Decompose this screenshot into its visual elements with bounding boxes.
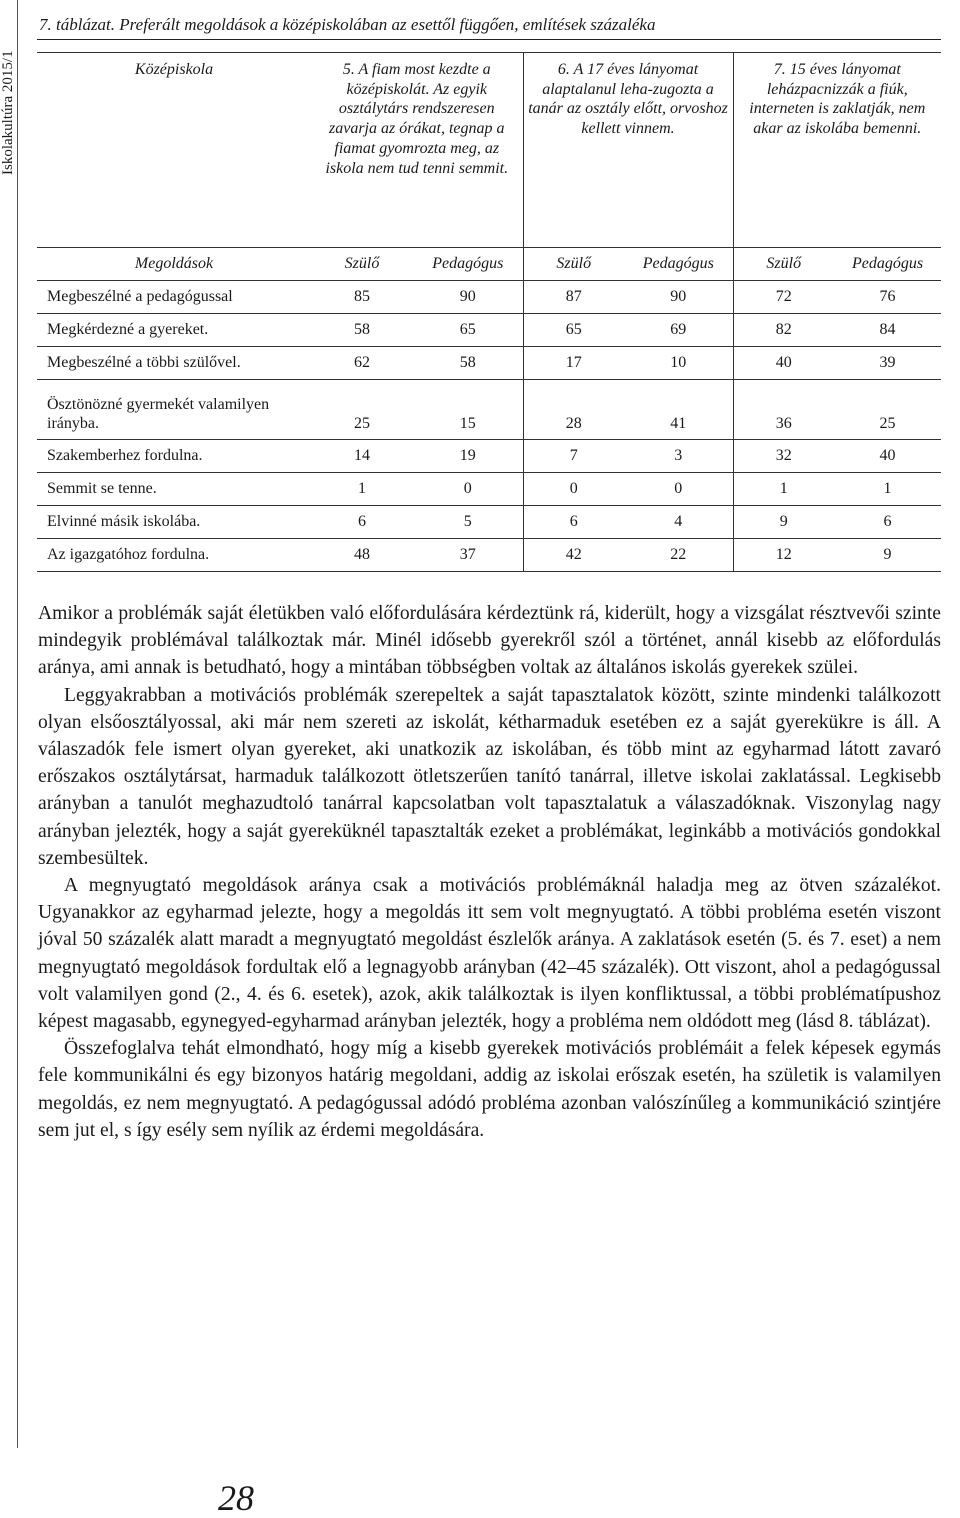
row-label: Megbeszélné a pedagógussal [37, 281, 311, 314]
row-value: 25 [834, 380, 941, 440]
row-value: 62 [311, 347, 413, 380]
row-value: 1 [311, 473, 413, 506]
column-header-row [37, 248, 941, 281]
table-title: 7. táblázat. Preferált megoldások a középiskolában az esettől függően, említések százaléka [39, 15, 656, 34]
row-value: 5 [413, 506, 523, 539]
col-parent-6: Szülő [523, 248, 624, 281]
table-row [37, 539, 941, 572]
row-value: 69 [624, 314, 733, 347]
col-teacher-6: Pedagógus [624, 248, 733, 281]
col-parent-5: Szülő [311, 248, 413, 281]
paragraph-1: Amikor a problémák saját életükben való előfordulására kérdeztünk rá, kiderült, hogy a vizsgálat résztvevői szinte mindegyik problémával találkoztak már. Minél idősebb gyerekről szól a történet, annál kisebb az előfordulás aránya, ami annak is betudható, hogy a mintában többségben voltak az általános iskolás gyerekek szülei. [38, 603, 941, 679]
row-value: 90 [413, 281, 523, 314]
row-value: 72 [733, 281, 834, 314]
row-value: 9 [733, 506, 834, 539]
row-value: 84 [834, 314, 941, 347]
row-label: Ösztönözné gyermekét valamilyen irányba. [37, 380, 311, 440]
row-value: 17 [523, 347, 624, 380]
side-margin-bar [0, 0, 18, 1448]
row-value: 42 [523, 539, 624, 572]
row-value: 3 [624, 440, 733, 473]
row-value: 82 [733, 314, 834, 347]
row-label: Elvinné másik iskolába. [37, 506, 311, 539]
table-row [37, 281, 941, 314]
row-value: 9 [834, 539, 941, 572]
row-label: Megbeszélné a többi szülővel. [37, 347, 311, 380]
title-rule [37, 39, 941, 40]
row-value: 0 [624, 473, 733, 506]
row-value: 7 [523, 440, 624, 473]
paragraph-4: Összefoglalva tehát elmondható, hogy míg a kisebb gyerekek motivációs problémáit a felek képesek egymás fele kommunikálni és egy bizonyos határig megoldani, addig az iskolai erőszak esetén, ha születik is valamilyen megoldás, ez nem megnyugtató. A pedagógussal adódó probléma azonban valószínűleg a kommunikáció szintjére sem jut el, s így esély sem nyílik az érdemi megoldására. [38, 1038, 941, 1141]
case-header-row [37, 53, 941, 248]
row-value: 37 [413, 539, 523, 572]
school-label: Középiskola [37, 53, 311, 248]
col-parent-7: Szülő [733, 248, 834, 281]
row-value: 1 [733, 473, 834, 506]
row-value: 6 [311, 506, 413, 539]
table-row [37, 506, 941, 539]
paragraph-2: Leggyakrabban a motivációs problémák szerepeltek a saját tapasztalatok között, szinte mindenki találkozott olyan elsőosztályossal, aki már nem szereti az iskolát, kétharmaduk esetében ez a saját gyerekükre is áll. A válaszadók fele ismert olyan gyereket, aki unatkozik az iskolában, és több mint az egyharmad látott zavaró erőszakos osztálytársat, harmaduk találkozott ötletszerűen tanító tanárral, illetve iskolai zaklatással. Legkisebb arányban a tanulót meghazudtoló tanárral kapcsolatban volt tapasztalatuk a válaszadóknak. Viszonylag nagy arányban jelezték, hogy a saját gyereküknél tapasztalták ezeket a problémákat, leginkább a motivációs gondokkal szembesültek. [38, 684, 941, 869]
row-value: 10 [624, 347, 733, 380]
col-teacher-5: Pedagógus [413, 248, 523, 281]
row-label: Szakemberhez fordulna. [37, 440, 311, 473]
row-value: 85 [311, 281, 413, 314]
row-value: 39 [834, 347, 941, 380]
table-row [37, 440, 941, 473]
row-value: 76 [834, 281, 941, 314]
row-value: 12 [733, 539, 834, 572]
row-value: 28 [523, 380, 624, 440]
row-value: 65 [413, 314, 523, 347]
row-value: 65 [523, 314, 624, 347]
row-value: 22 [624, 539, 733, 572]
row-value: 1 [834, 473, 941, 506]
row-label: Az igazgatóhoz fordulna. [37, 539, 311, 572]
row-value: 90 [624, 281, 733, 314]
row-value: 32 [733, 440, 834, 473]
case-6-description: 6. A 17 éves lányomat alaptalanul leha-zugozta a tanár az osztály előtt, orvoshoz kellett vinnem. [523, 53, 733, 248]
case-7-description: 7. 15 éves lányomat leházpacnizzák a fiúk, interneten is zaklatják, nem akar az iskolába bemenni. [733, 53, 941, 248]
row-label: Megkérdezné a gyereket. [37, 314, 311, 347]
case-5-description: 5. A fiam most kezdte a középiskolát. Az egyik osztálytárs rendszeresen zavarja az órákat, tegnap a fiamat gyomrozta meg, az iskola nem tud tenni semmit. [311, 53, 523, 248]
page-number: 28 [218, 1478, 254, 1518]
row-value: 19 [413, 440, 523, 473]
row-value: 58 [311, 314, 413, 347]
solutions-label: Megoldások [37, 248, 311, 281]
body-text [38, 600, 941, 1144]
table-row [37, 380, 941, 440]
table-row [37, 473, 941, 506]
row-value: 15 [413, 380, 523, 440]
table-row [37, 347, 941, 380]
row-value: 14 [311, 440, 413, 473]
row-value: 40 [834, 440, 941, 473]
row-value: 41 [624, 380, 733, 440]
row-value: 48 [311, 539, 413, 572]
row-value: 40 [733, 347, 834, 380]
row-value: 36 [733, 380, 834, 440]
table-row [37, 314, 941, 347]
row-value: 0 [413, 473, 523, 506]
row-value: 6 [523, 506, 624, 539]
row-label: Semmit se tenne. [37, 473, 311, 506]
row-value: 58 [413, 347, 523, 380]
row-value: 4 [624, 506, 733, 539]
row-value: 25 [311, 380, 413, 440]
paragraph-3: A megnyugtató megoldások aránya csak a motivációs problémáknál haladja meg az ötven százalékot. Ugyanakkor az egyharmad jelezte, hogy a megoldás itt sem volt megnyugtató. A többi probléma esetén viszont jóval 50 százalék alatt maradt a megnyugtató megoldást észlelők aránya. A zaklatások esetén (5. és 7. eset) a nem megnyugtató megoldások fordultak elő a legnagyobb arányban (42‒45 százalék). Ott viszont, ahol a pedagógussal volt valamilyen gond (2., 4. és 6. esetek), azok, akik találkoztak is ilyen konfliktussal, a többi problématípushoz képest magasabb, egynegyed-egyharmad arányban jelezték, hogy a probléma nem oldódott meg (lásd 8. táblázat). [38, 875, 941, 1033]
col-teacher-7: Pedagógus [834, 248, 941, 281]
row-value: 87 [523, 281, 624, 314]
row-value: 0 [523, 473, 624, 506]
journal-label: Iskolakultúra 2015/1 [0, 50, 16, 175]
row-value: 6 [834, 506, 941, 539]
solutions-table [37, 52, 941, 572]
